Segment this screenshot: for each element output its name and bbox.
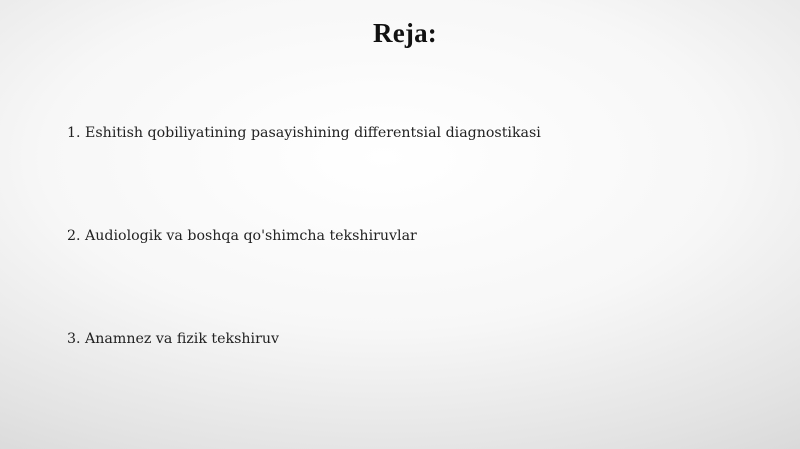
- agenda-item-3: 3. Anamnez va fizik tekshiruv: [67, 331, 280, 347]
- slide-title: Reja:: [373, 18, 437, 48]
- agenda-item-2: 2. Audiologik va boshqa qo'shimcha tekshiruvlar: [67, 228, 417, 244]
- agenda-item-1: 1. Eshitish qobiliyatining pasayishining differentsial diagnostikasi: [67, 125, 541, 141]
